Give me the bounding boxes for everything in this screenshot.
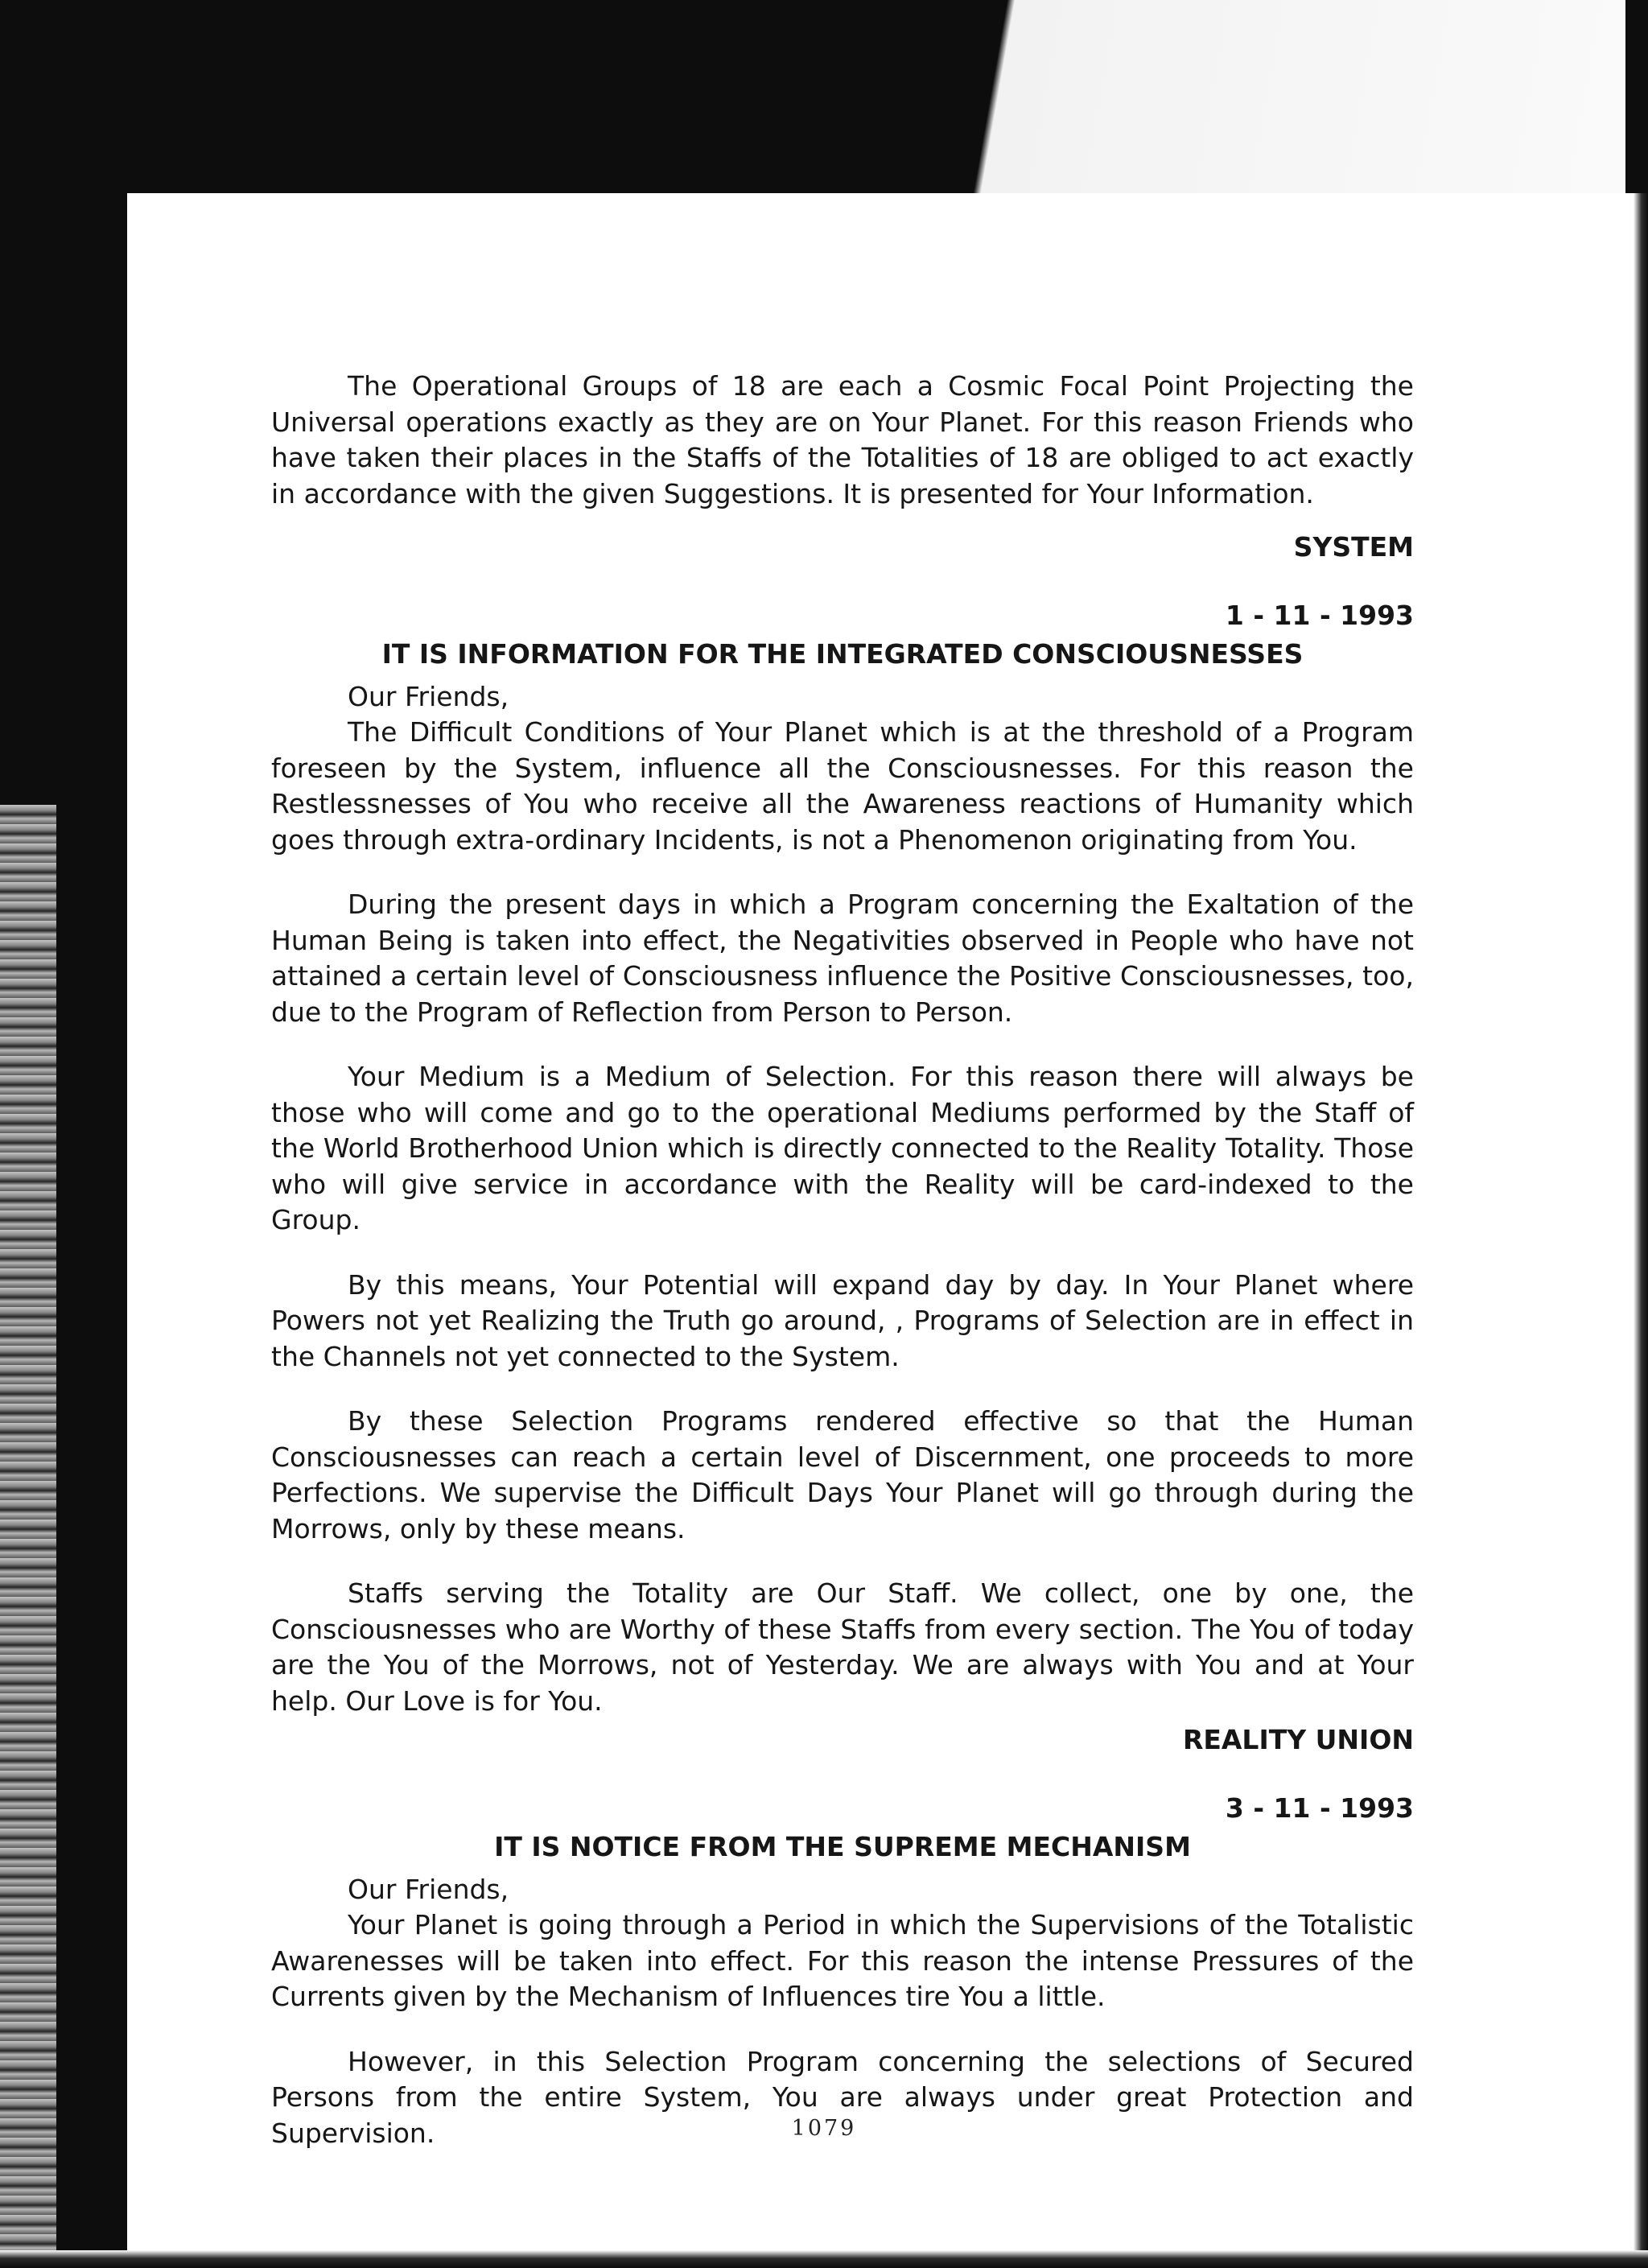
message-date: 1 - 11 - 1993	[1225, 599, 1414, 631]
scan-border-top-fold	[901, 0, 1625, 193]
scan-binding-edge	[0, 805, 56, 2268]
message-paragraph: By this means, Your Potential will expand day by day. In Your Planet where Powers not yet Realizing the Truth go around, , Programs of Selection are in effect in the Channels not yet connected to the System.	[271, 1268, 1414, 1372]
page-number: 1079	[791, 2116, 857, 2141]
intro-paragraph: The Operational Groups of 18 are each a Cosmic Focal Point Projecting the Universal operations exactly as they are on Your Planet. For this reason Friends who have taken their places in the Staffs of the Totalities of 18 are obliged to act exactly in accordance with the given Suggestions. It is presented for Your Information.	[271, 370, 1414, 509]
message-greeting: Our Friends,	[348, 1873, 509, 1905]
signature-reality-union: REALITY UNION	[1182, 1724, 1414, 1755]
page-content	[271, 369, 1414, 2151]
message-paragraph: During the present days in which a Program concerning the Exaltation of the Human Being is taken into effect, the Negativities observed in People who have not attained a certain level of Consciousness influence the Positive Consciousnesses, too, due to the Program of Reflection from Person to Person.	[271, 889, 1414, 1028]
message-paragraph: Your Medium is a Medium of Selection. For this reason there will always be those who will come and go to the operational Mediums performed by the Staff of the World Brotherhood Union which is directly connected to the Reality Totality. Those who will give service in accordance with the Reality will be card-indexed to the Group.	[271, 1061, 1414, 1235]
message-paragraph: By these Selection Programs rendered effective so that the Human Consciousnesses can reach a certain level of Discernment, one proceeds to more Perfections. We supervise the Difficult Days Your Planet will go through during the Morrows, only by these means.	[271, 1405, 1414, 1544]
scan-border-right	[1634, 193, 1648, 2268]
message-heading: IT IS NOTICE FROM THE SUPREME MECHANISM	[494, 1831, 1191, 1862]
message-paragraph: The Difficult Conditions of Your Planet which is at the threshold of a Program foreseen by the System, influence all the Consciousnesses. For this reason the Restlessnesses of You who receive all the Awareness reactions of Humanity which goes through extra-ordinary Incidents, is not a Phenomenon originating from You.	[271, 716, 1414, 856]
message-paragraph: However, in this Selection Program concerning the selections of Secured Persons from the entire System, You are always under great Protection and Supervision.	[271, 2045, 1414, 2149]
message-paragraph: Your Planet is going through a Period in which the Supervisions of the Totalistic Awarenesses will be taken into effect. For this reason the intense Pressures of the Currents given by the Mechanism of Influences tire You a little.	[271, 1909, 1414, 2012]
message-date: 3 - 11 - 1993	[1225, 1792, 1414, 1824]
signature-system: SYSTEM	[1293, 531, 1414, 563]
message-paragraph: Staffs serving the Totality are Our Staff. We collect, one by one, the Consciousnesses who are Worthy of these Staffs from every section. The You of today are the You of the Morrows, not of Yesterday. We are always with You and at Your help. Our Love is for You.	[271, 1577, 1414, 1717]
message-greeting: Our Friends,	[348, 680, 509, 712]
message-heading: IT IS INFORMATION FOR THE INTEGRATED CONSCIOUSNESSES	[381, 638, 1304, 670]
scan-border-bottom	[0, 2250, 1648, 2268]
